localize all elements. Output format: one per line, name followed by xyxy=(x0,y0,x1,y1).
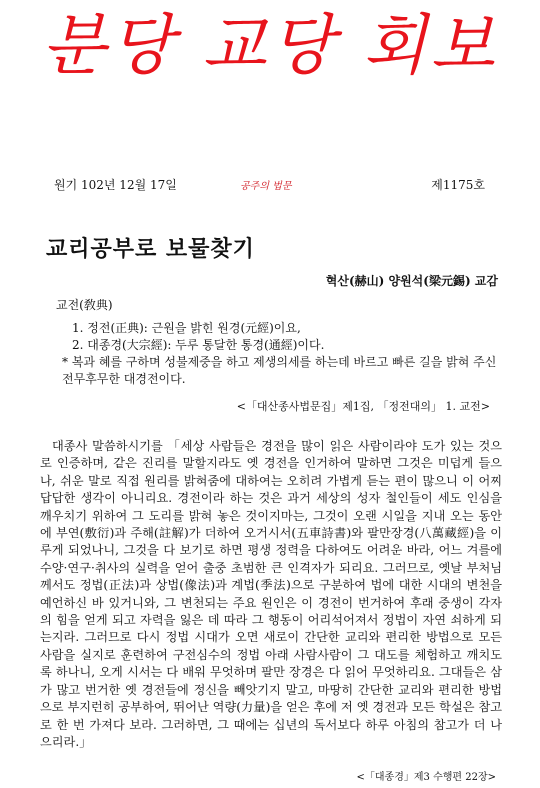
issue-date: 원기 102년 12월 17일 xyxy=(54,178,177,192)
article-author: 혁산(赫山) 양원석(梁元錫) 교감 xyxy=(325,274,498,288)
citation-source: <「대종경」제3 수행편 22장> xyxy=(356,772,496,783)
section-heading: 교전(敎典) xyxy=(56,298,113,312)
body-paragraph: 대종사 말씀하시기를 「세상 사람들은 경전을 많이 읽은 사람이라야 도가 있는 것으로 인증하며, 같은 진리를 말할지라도 옛 경전을 인거하여 말하면 그것은 미덥게 들으나, 쉬운 말로 직접 원리를 밝혀줌에 대하여는 오히려 가볍게 듣는 편이 많으니 이 어찌 답답한 생각이 아니리요. 경전이라 하는 것은 과거 세상의 성자 철인들이 세도 인심을 깨우치기 위하여 그 도리를 밝혀 놓은 것이지마는, 그것이 오랜 시일을 지내 오는 동안에 부연(敷衍)과 주해(註解)가 더하여 오거시서(五車詩書)와 팔만장경(八萬藏經)을 이루게 되었나니, 그것을 다 보기로 하면 평생 정력을 다하여도 어려운 바라, 어느 겨를에 수양·연구·취사의 실력을 얻어 출중 초범한 큰 인격자가 되리요. 그러므로, 옛날 부처님께서도 정법(正法)과 상법(像法)과 계법(季法)으로 구분하여 법에 대한 시대의 변천을 예언하신 바 있거니와, 그 변천되는 주요 원인은 이 경전이 번거하여 후래 중생이 각자의 힘을 얻게 되고 자력을 잃은 데 따라 그 행동이 어리석어져서 정법이 자연 쇠하게 되는지라. 그러므로 다시 정법 시대가 오면 새로이 간단한 교리와 편리한 방법으로 모든 사람을 실지로 훈련하여 구전심수의 정법 아래 사람사람이 그 대도를 체험하고 깨치도록 하나니, 오게 시서는 다 배워 무엇하며 팔만 장경은 다 읽어 무엇하리요. 그대들은 삼가 많고 번거한 옛 경전들에 정신을 빼앗기지 말고, 마땅히 간단한 교리와 편리한 방법으로 부지런히 공부하여, 뛰어난 역량(力量)을 얻은 후에 저 옛 경전과 모든 학설은 참고로 한 번 가져다 보라. 그러하면, 그 때에는 십년의 독서보다 하루 아침의 참고가 더 나으리라.」 xyxy=(40,439,502,749)
definition-item: 1. 정전(正典): 근원을 밝힌 원경(元經)이요, xyxy=(72,321,301,335)
definition-list xyxy=(62,320,502,388)
newsletter-masthead: 분당 교당 회보 xyxy=(41,7,499,84)
article-title: 교리공부로 보물찾기 xyxy=(46,236,255,262)
article-body xyxy=(40,438,502,751)
definition-item: 2. 대종경(大宗經): 두루 통달한 통경(通經)이다. xyxy=(72,338,325,352)
citation-source: <「대산종사법문집」제1집, 「정전대의」 1. 교전> xyxy=(236,400,490,413)
issue-info-bar xyxy=(0,176,540,196)
series-label: 공주의 법문 xyxy=(240,181,292,192)
issue-number: 제1175호 xyxy=(431,178,485,192)
definition-note: * 복과 혜를 구하며 성불제중을 하고 제생의세를 하는데 바르고 빠른 길을 밝혀 주신 전무후무한 대경전이다. xyxy=(62,355,497,386)
